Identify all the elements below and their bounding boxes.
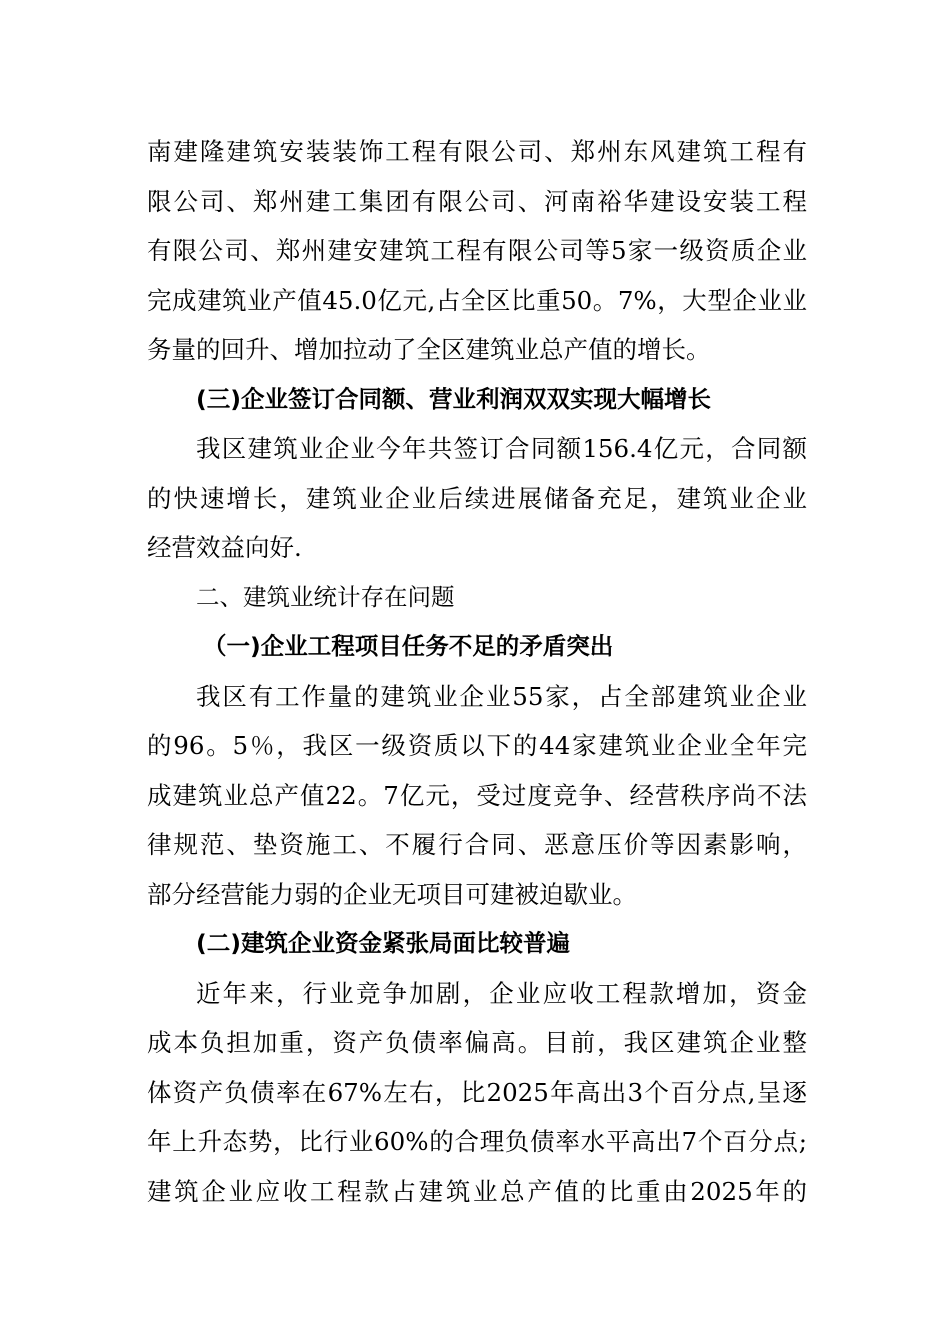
paragraph-line: 年上升态势，比行业60%的合理负债率水平高出7个百分点;	[147, 1127, 807, 1156]
subheading-insufficient-projects: （一)企业工程项目任务不足的矛盾突出	[203, 632, 614, 660]
paragraph-line: 限公司、郑州建工集团有限公司、河南裕华建设安装工程	[147, 186, 807, 216]
paragraph-line: 我区有工作量的建筑业企业55家，占全部建筑业企业	[196, 681, 807, 711]
paragraph-line: 成本负担加重，资产负债率偏高。目前，我区建筑企业整	[147, 1028, 807, 1057]
paragraph-line: 的96。5％，我区一级资质以下的44家建筑业企业全年完	[147, 731, 807, 760]
section-heading-problems: 二、建筑业统计存在问题	[196, 582, 455, 611]
paragraph-line: 南建隆建筑安装装饰工程有限公司、郑州东风建筑工程有	[147, 137, 807, 166]
paragraph-line: 有限公司、郑州建安建筑工程有限公司等5家一级资质企业	[147, 236, 807, 265]
document-body	[147, 127, 807, 1216]
paragraph-line: 律规范、垫资施工、不履行合同、恶意压价等因素影响，	[147, 830, 807, 859]
subheading-funding-shortage: (二)建筑企业资金紧张局面比较普遍	[196, 929, 570, 957]
paragraph-line: 建筑企业应收工程款占建筑业总产值的比重由2025年的	[147, 1176, 807, 1206]
paragraph-line: 体资产负债率在67%左右，比2025年高出3个百分点,呈逐	[147, 1077, 807, 1107]
paragraph-line: 务量的回升、增加拉动了全区建筑业总产值的增长。	[147, 335, 711, 364]
paragraph-line: 经营效益向好.	[147, 533, 302, 562]
paragraph-line: 部分经营能力弱的企业无项目可建被迫歇业。	[147, 879, 637, 909]
paragraph-line: 近年来，行业竞争加剧，企业应收工程款增加，资金	[196, 978, 807, 1008]
paragraph-line: 的快速增长，建筑业企业后续进展储备充足，建筑业企业	[147, 483, 807, 513]
paragraph-line: 完成建筑业产值45.0亿元,占全区比重50。7%，大型企业业	[147, 285, 807, 315]
paragraph-line: 成建筑业总产值22。7亿元，受过度竞争、经营秩序尚不法	[147, 780, 807, 810]
subheading-contracts-profit: (三)企业签订合同额、营业利润双双实现大幅增长	[196, 384, 711, 413]
paragraph-line: 我区建筑业企业今年共签订合同额156.4亿元，合同额	[196, 434, 807, 463]
